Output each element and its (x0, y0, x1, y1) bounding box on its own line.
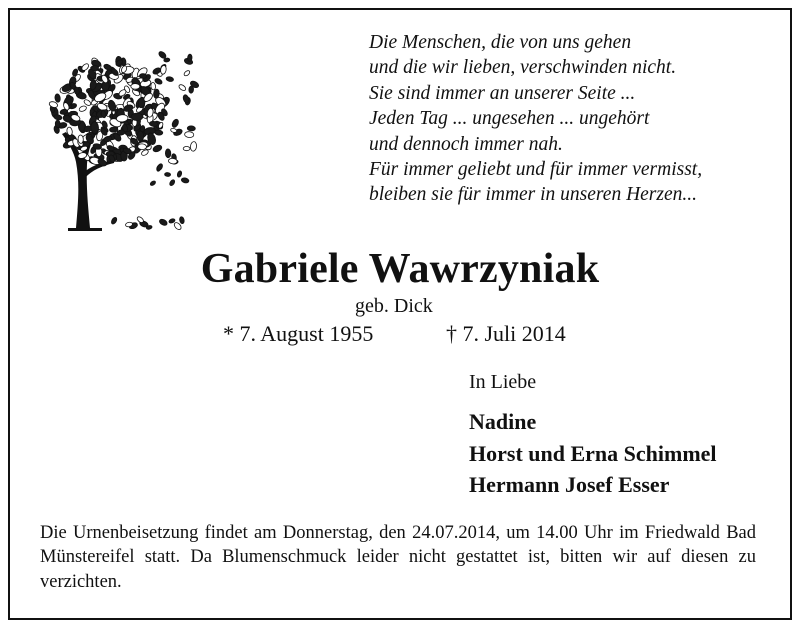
poem-line: und die wir lieben, verschwinden nicht. (369, 57, 677, 79)
birth-date: * 7. August 1955 (223, 321, 374, 346)
mourner-name: Nadine (469, 409, 537, 434)
funeral-notice: Die Urnenbeisetzung findet am Donnerstag, den 24.07.2014, um 14.00 Uhr im Friedwald Bad Münstereifel statt. Da Blumenschmuck leider nicht gestattet ist, bitten wir auf diesen zu verzichten. (40, 523, 756, 592)
poem-line: Sie sind immer an unserer Seite ... (369, 82, 636, 104)
windblown-tree-icon (32, 34, 202, 234)
deceased-name: Gabriele Wawrzyniak (200, 246, 600, 292)
mourner-name: Horst und Erna Schimmel (469, 440, 717, 466)
poem-line: und dennoch immer nah. (369, 133, 563, 155)
death-date: † 7. Juli 2014 (446, 321, 566, 346)
poem-line: Die Menschen, die von uns gehen (369, 32, 632, 53)
mourner-name: Hermann Josef Esser (469, 472, 670, 497)
mourners-block (469, 370, 717, 501)
poem-line: bleiben sie für immer in unseren Herzen... (369, 184, 698, 206)
poem-line: Für immer geliebt und für immer vermisst, (369, 159, 703, 181)
mourners-lead: In Liebe (469, 371, 537, 393)
birth-name: geb. Dick (355, 295, 433, 317)
poem-line: Jeden Tag ... ungesehen ... ungehört (369, 108, 650, 130)
memorial-poem (369, 30, 702, 208)
